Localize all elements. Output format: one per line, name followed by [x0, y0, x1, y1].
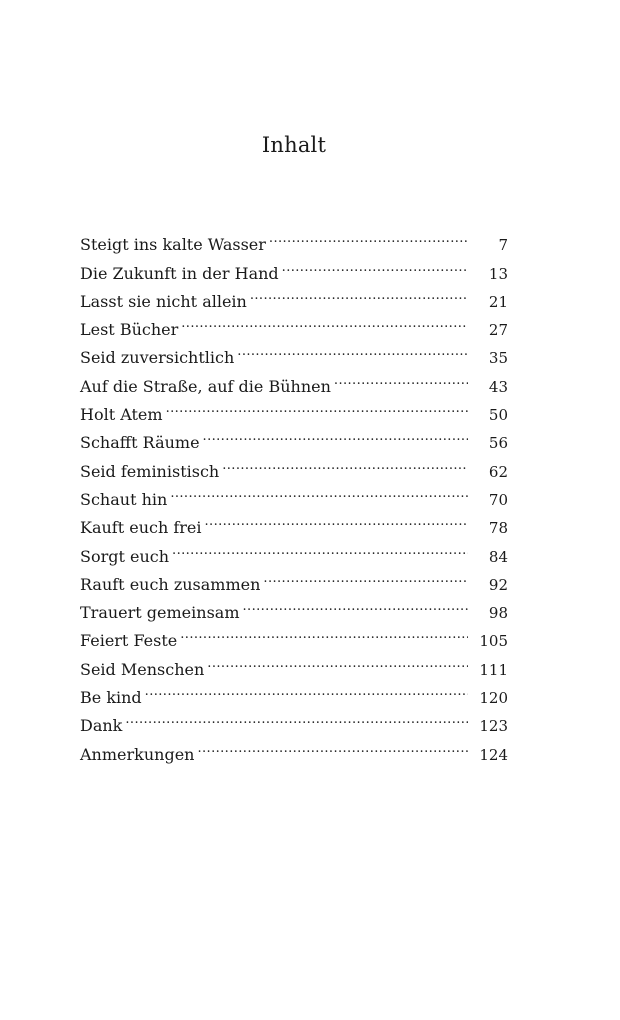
dot-leader	[172, 533, 468, 561]
toc-entry-page-number: 7	[498, 236, 508, 255]
toc-entry-page-number: 27	[488, 321, 508, 340]
toc-entry-title: Seid feministisch	[80, 461, 220, 481]
toc-entry-title: Holt Atem	[80, 405, 163, 425]
dot-leader	[282, 250, 468, 278]
dot-leader	[205, 505, 468, 533]
toc-entry	[80, 703, 508, 736]
toc-entry-title: Seid Menschen	[80, 659, 205, 679]
toc-entry-page-number: 43	[488, 377, 508, 396]
toc-entry	[80, 731, 508, 764]
toc-entry-title: Be kind	[80, 688, 142, 708]
toc-entry-page-number: 120	[479, 689, 508, 708]
dot-leader	[125, 703, 468, 731]
toc-entry-title: Rauft euch zusammen	[80, 574, 261, 594]
dot-leader	[145, 675, 468, 703]
toc-entry-title: Sorgt euch	[80, 546, 170, 566]
dot-leader	[334, 363, 468, 391]
toc-entry-title: Lasst sie nicht allein	[80, 291, 247, 311]
toc-entry-page-number: 62	[488, 462, 508, 481]
dot-leader	[207, 646, 468, 674]
dot-leader	[180, 618, 468, 646]
toc-entry-page-number: 35	[488, 349, 508, 368]
dot-leader	[237, 335, 468, 363]
toc-entry-title: Dank	[80, 716, 123, 736]
toc-entry-page-number: 124	[479, 745, 508, 764]
toc-entry-page-number: 105	[479, 632, 508, 651]
dot-leader	[197, 731, 468, 759]
toc-entry-title: Auf die Straße, auf die Bühnen	[80, 376, 331, 396]
dot-leader	[181, 307, 468, 335]
toc-entry-title: Anmerkungen	[80, 744, 195, 764]
toc-entry-page-number: 111	[479, 660, 508, 679]
toc-entry-title: Trauert gemeinsam	[80, 603, 240, 623]
toc-entry-page-number: 84	[488, 547, 508, 566]
toc-entry-title: Seid zuversichtlich	[80, 348, 235, 368]
dot-leader	[203, 420, 468, 448]
toc-entry-title: Die Zukunft in der Hand	[80, 263, 279, 283]
toc-entry	[80, 675, 508, 708]
toc-entry-page-number: 70	[488, 490, 508, 509]
toc-entry-title: Kauft euch frei	[80, 518, 202, 538]
toc-entry-page-number: 21	[488, 292, 508, 311]
toc-entry-title: Schafft Räume	[80, 433, 200, 453]
dot-leader	[166, 392, 468, 420]
toc-entry-page-number: 98	[488, 604, 508, 623]
toc-entry-page-number: 50	[488, 406, 508, 425]
dot-leader	[243, 590, 469, 618]
toc-entry-page-number: 92	[488, 575, 508, 594]
toc-entry	[80, 222, 508, 255]
page-title: Inhalt	[261, 133, 327, 157]
toc-entry-page-number: 56	[488, 434, 508, 453]
toc-entry-title: Schaut hin	[80, 489, 168, 509]
toc-entry-title: Feiert Feste	[80, 631, 178, 651]
toc-entry-page-number: 13	[488, 264, 508, 283]
dot-leader	[250, 279, 468, 307]
dot-leader	[269, 222, 468, 250]
table-of-contents	[80, 222, 508, 764]
dot-leader	[170, 477, 468, 505]
dot-leader	[263, 562, 468, 590]
toc-entry-page-number: 123	[479, 717, 508, 736]
dot-leader	[222, 448, 468, 476]
toc-entry-page-number: 78	[488, 519, 508, 538]
toc-entry-title: Lest Bücher	[80, 320, 179, 340]
toc-entry-title: Steigt ins kalte Wasser	[80, 235, 266, 255]
